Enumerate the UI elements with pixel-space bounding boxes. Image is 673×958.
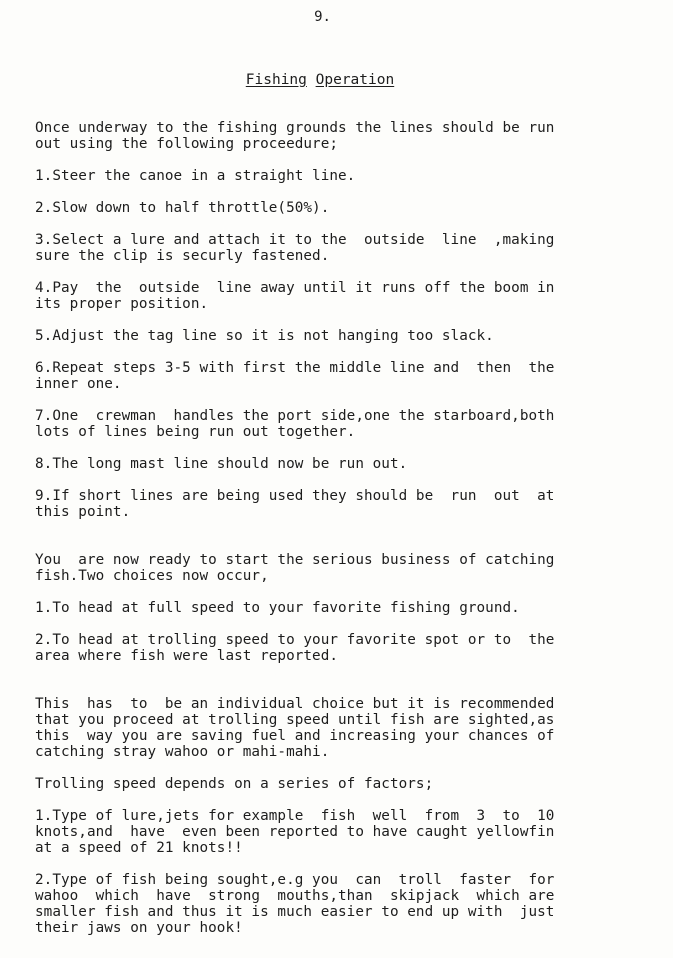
step-8: 8.The long mast line should now be run out. (35, 456, 408, 472)
step-7: 7.One crewman handles the port side,one the starboard,both lots of lines being run out together. (35, 408, 555, 440)
factor-1: 1.Type of lure,jets for example fish well from 3 to 10 knots,and have even been reported to have caught yellowfin at a speed of 21 knots!! (35, 808, 555, 856)
step-9: 9.If short lines are being used they should be run out at this point. (35, 488, 555, 520)
choice-1: 1.To head at full speed to your favorite fishing ground. (35, 600, 520, 616)
page-number: 9. (314, 9, 331, 25)
factors-intro: Trolling speed depends on a series of factors; (35, 776, 434, 792)
step-2: 2.Slow down to half throttle(50%). (35, 200, 330, 216)
section-title-word-2: Operation (315, 72, 395, 88)
intro-paragraph: Once underway to the fishing grounds the lines should be run out using the following proceedure; (35, 120, 555, 152)
step-5: 5.Adjust the tag line so it is not hanging too slack. (35, 328, 494, 344)
step-1: 1.Steer the canoe in a straight line. (35, 168, 356, 184)
step-4: 4.Pay the outside line away until it runs off the boom in its proper position. (35, 280, 555, 312)
factor-2: 2.Type of fish being sought,e.g you can troll faster for wahoo which have strong mouths,than skipjack which are smaller fish and thus it is much easier to end up with just their jaws on your hook! (35, 872, 555, 936)
section-title-word-1: Fishing (245, 72, 307, 88)
ready-paragraph: You are now ready to start the serious business of catching fish.Two choices now occur, (35, 552, 555, 584)
choice-2: 2.To head at trolling speed to your favorite spot or to the area where fish were last reported. (35, 632, 555, 664)
section-title (0, 72, 640, 88)
recommendation-paragraph: This has to be an individual choice but it is recommended that you proceed at trolling speed until fish are sighted,as this way you are saving fuel and increasing your chances of catching stray wahoo or mahi-mahi. (35, 696, 555, 760)
step-6: 6.Repeat steps 3-5 with first the middle line and then the inner one. (35, 360, 555, 392)
step-3: 3.Select a lure and attach it to the outside line ,making sure the clip is securly fastened. (35, 232, 555, 264)
